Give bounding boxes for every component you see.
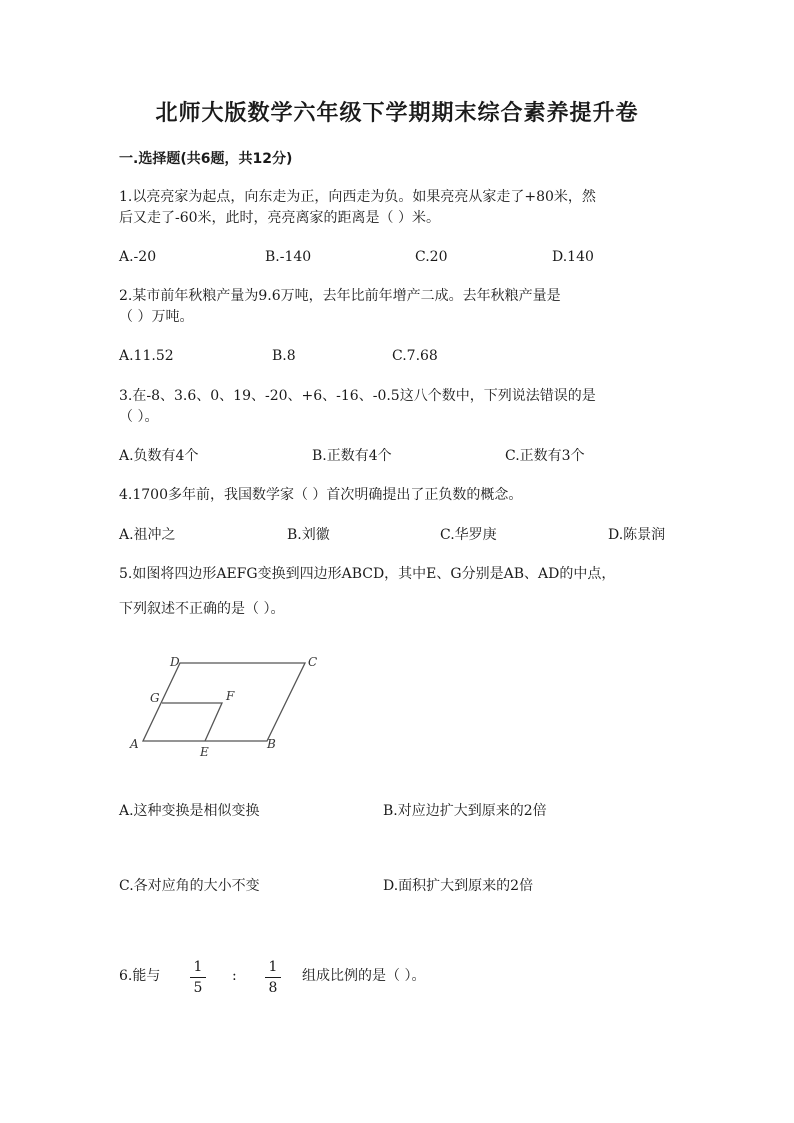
q6-fraction-2 (263, 958, 283, 997)
q3-line1: 3.在-8、3.6、0、19、-20、+6、-16、-0.5这八个数中，下列说法错误的是 (119, 388, 596, 404)
q4-option-c: C.华罗庚 (440, 527, 497, 543)
q4-option-b: B.刘徽 (287, 527, 330, 543)
label-g: G (150, 691, 160, 705)
section-heading: 一.选择题(共6题，共12分) (119, 151, 293, 167)
q6-suffix: 组成比例的是（ ）。 (302, 968, 426, 984)
q1-option-a: A.-20 (119, 249, 157, 265)
q5-line2: 下列叙述不正确的是（ ）。 (119, 601, 285, 617)
q1-option-b: B.-140 (265, 249, 312, 265)
q2-line1: 2.某市前年秋粮产量为9.6万吨，去年比前年增产二成。去年秋粮产量是 (119, 288, 561, 304)
fraction-2-bar (265, 977, 281, 978)
label-b: B (267, 737, 276, 751)
fraction-2-numerator: 1 (268, 959, 278, 975)
q1-option-c: C.20 (415, 249, 448, 265)
q1-line2: 后又走了-60米，此时，亮亮离家的距离是（ ）米。 (119, 210, 440, 226)
q3-line2: （ ）。 (119, 409, 159, 425)
q5-option-a: A.这种变换是相似变换 (119, 803, 260, 819)
label-f: F (226, 689, 235, 703)
q2-option-b: B.8 (272, 348, 296, 364)
q5-line1: 5.如图将四边形AEFG变换到四边形ABCD，其中E、G分别是AB、AD的中点， (119, 566, 616, 582)
parallelogram-figure (125, 650, 325, 765)
fraction-1-numerator: 1 (193, 959, 203, 975)
q1-option-d: D.140 (552, 249, 594, 265)
q2-option-a: A.11.52 (119, 348, 174, 364)
parallelogram-abcd (143, 663, 305, 741)
q6-prefix: 6.能与 (119, 968, 161, 984)
q2-option-c: C.7.68 (392, 348, 438, 364)
parallelogram-aefg-edges (162, 703, 222, 741)
q4-line1: 4.1700多年前，我国数学家（ ）首次明确提出了正负数的概念。 (119, 487, 523, 503)
label-e: E (200, 745, 209, 759)
q6-colon: : (232, 968, 237, 984)
q4-option-a: A.祖冲之 (119, 527, 176, 543)
q5-option-d: D.面积扩大到原来的2倍 (383, 878, 534, 894)
label-a: A (130, 737, 139, 751)
q3-option-a: A.负数有4个 (119, 448, 199, 464)
fraction-1-denominator: 5 (193, 980, 203, 996)
page-title: 北师大版数学六年级下学期期末综合素养提升卷 (155, 100, 639, 126)
fraction-1-bar (190, 977, 206, 978)
q4-option-d: D.陈景润 (608, 527, 666, 543)
q1-line1: 1.以亮亮家为起点，向东走为正，向西走为负。如果亮亮从家走了+80米，然 (119, 189, 596, 205)
label-d: D (170, 655, 180, 669)
fraction-2-denominator: 8 (268, 980, 278, 996)
q5-option-b: B.对应边扩大到原来的2倍 (383, 803, 547, 819)
q5-option-c: C.各对应角的大小不变 (119, 878, 260, 894)
q3-option-b: B.正数有4个 (312, 448, 392, 464)
label-c: C (308, 655, 318, 669)
q6-fraction-1 (188, 958, 208, 997)
q3-option-c: C.正数有3个 (505, 448, 585, 464)
q2-line2: （ ）万吨。 (119, 309, 194, 325)
